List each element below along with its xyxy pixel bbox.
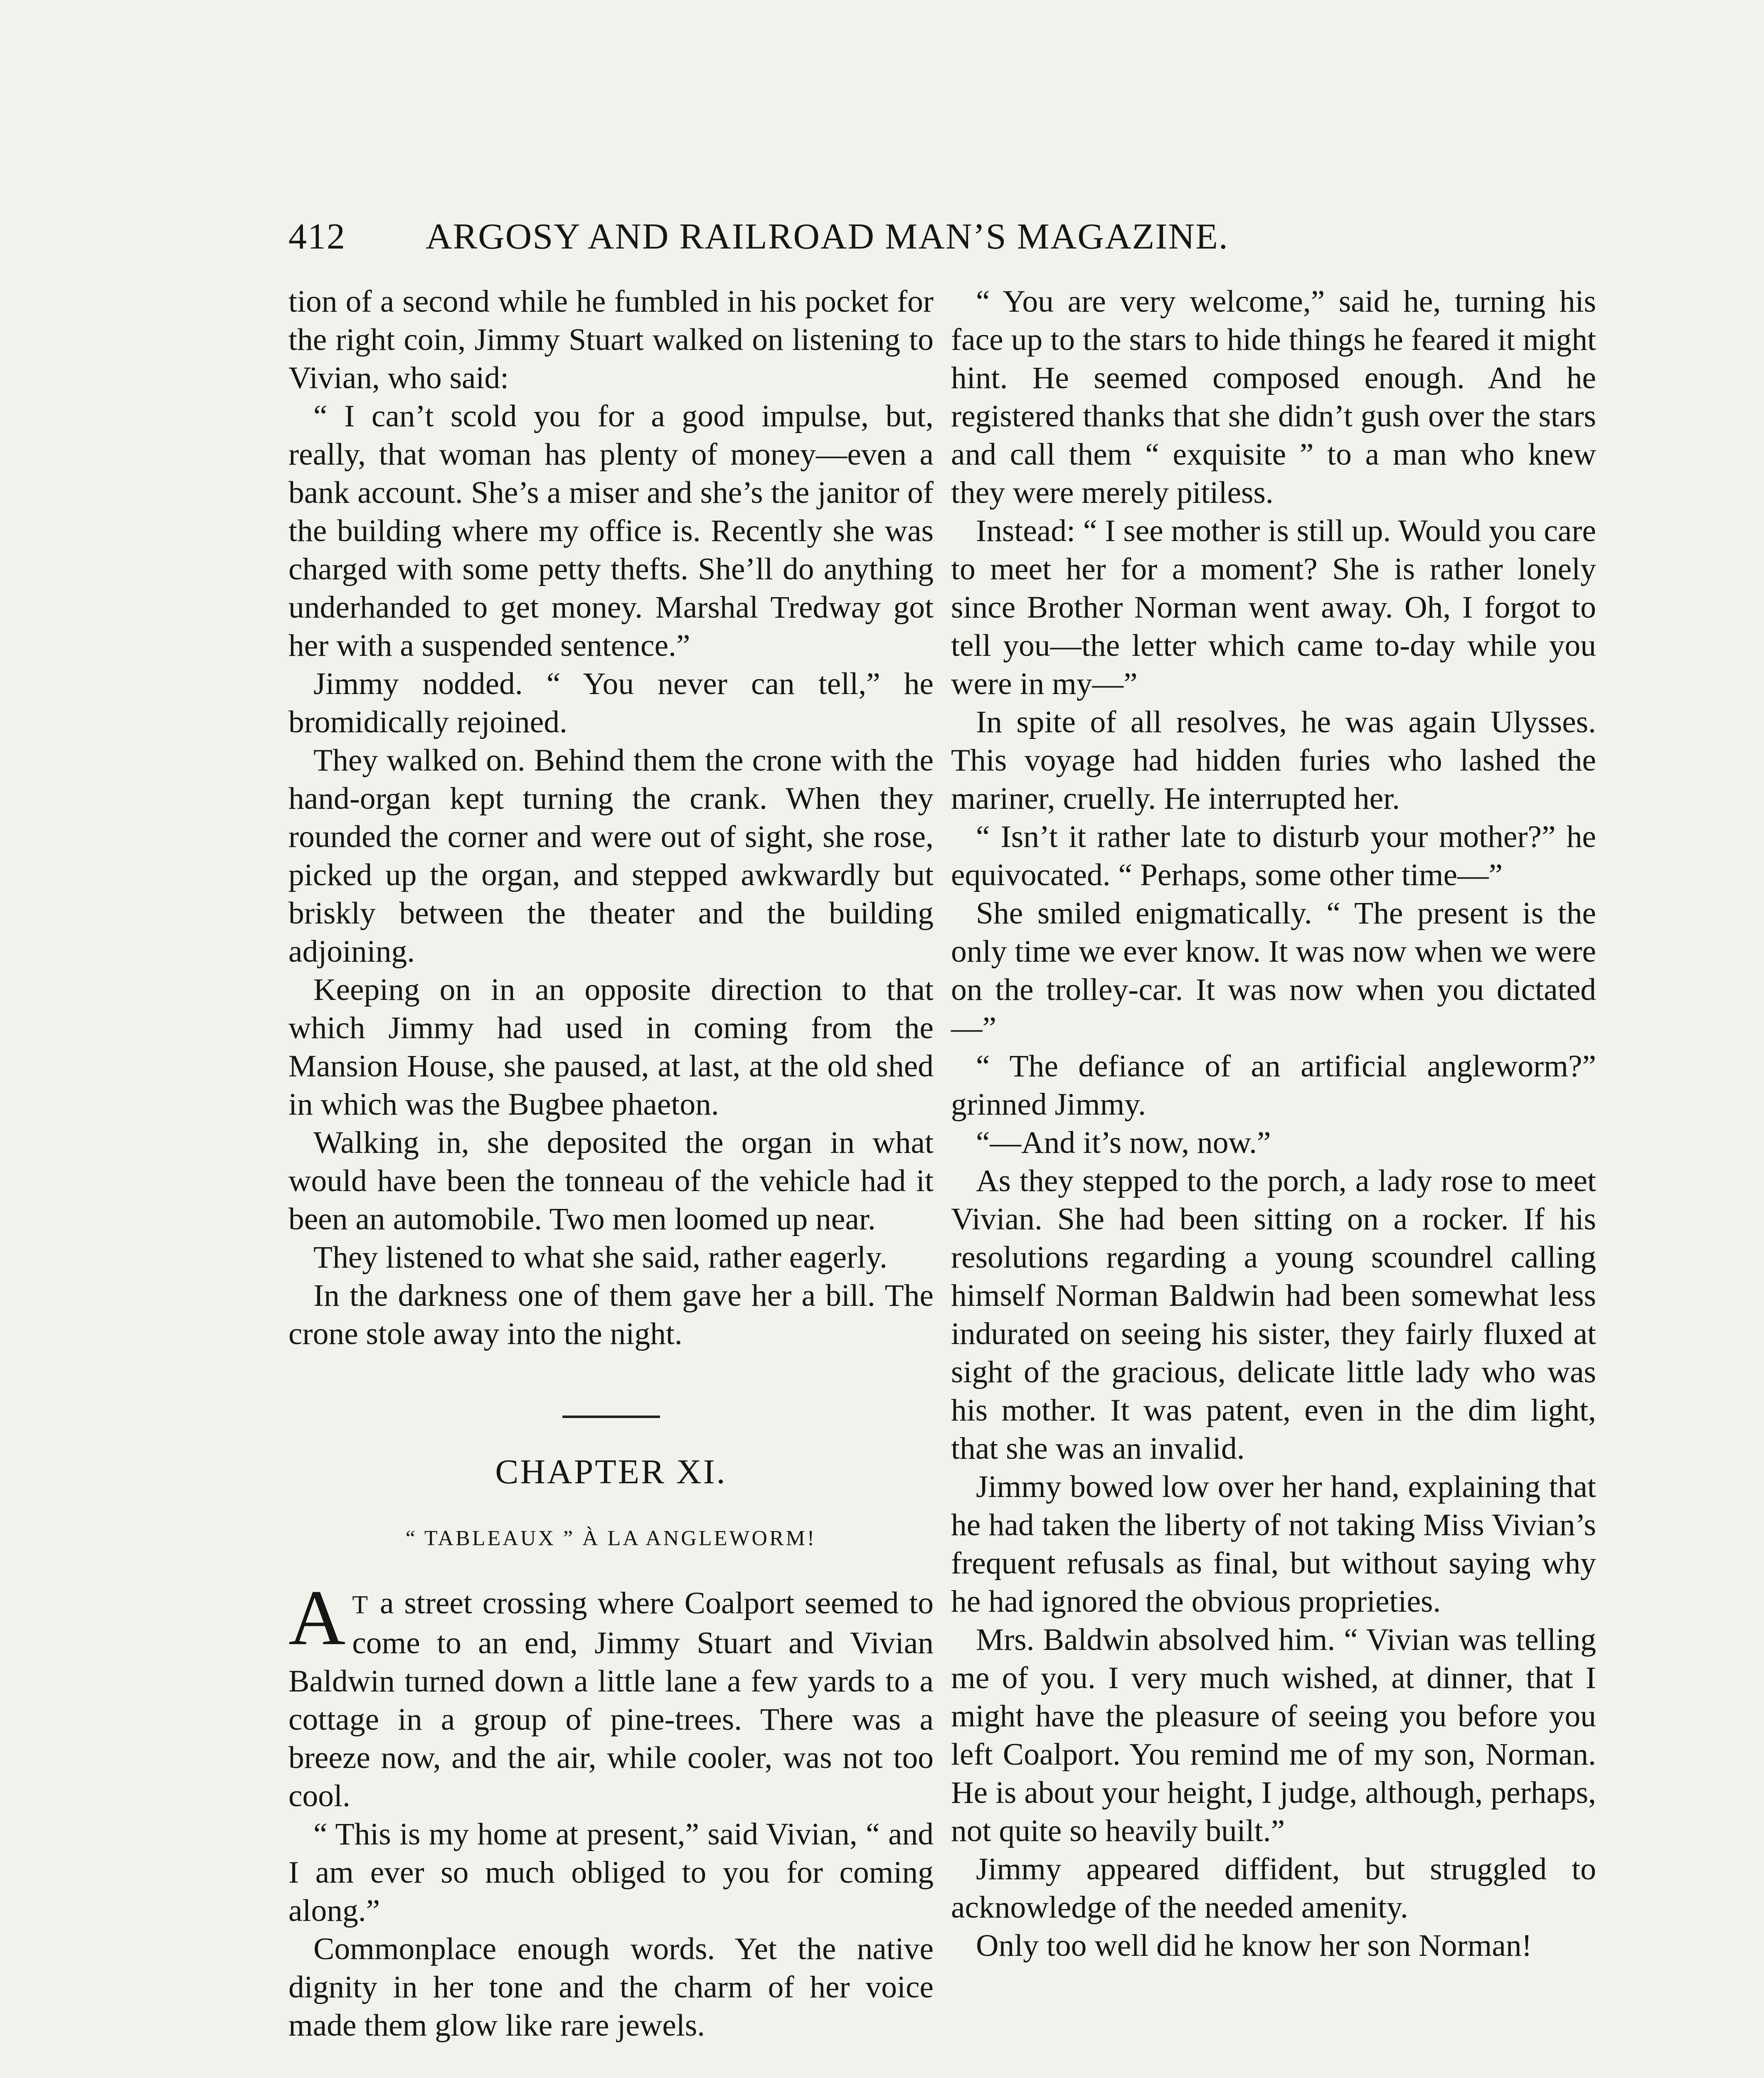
paragraph: Commonplace enough words. Yet the native dignity in her tone and the charm of her voice made them glow like rare jewels. [288, 1932, 934, 2043]
paragraph: Jimmy nodded. “ You never can tell,” he bromidically rejoined. [288, 667, 934, 739]
chapter-opening-paragraph [288, 1574, 934, 1815]
running-head: ARGOSY AND RAILROAD MAN’S MAGAZINE. [426, 217, 1229, 257]
paragraph: She smiled enigmatically. “ The present is the only time we ever know. It was now when we were on the trolley-car. It was now when you dictated—” [951, 896, 1596, 1045]
paragraph: tion of a second while he fumbled in his pocket for the right coin, Jimmy Stuart walked on listening to Vivian, who said: [288, 284, 934, 395]
paragraph: Instead: “ I see mother is still up. Would you care to meet her for a moment? She is rather lonely since Brother Norman went away. Oh, I forgot to tell you—the letter which came to-day while you were in my—” [951, 514, 1596, 701]
paragraph: They listened to what she said, rather eagerly. [313, 1240, 887, 1275]
paragraph: In spite of all resolves, he was again Ulysses. This voyage had hidden furies who lashed the mariner, cruelly. He interrupted her. [951, 705, 1596, 816]
paragraph: Keeping on in an opposite direction to that which Jimmy had used in coming from the Mansion House, she paused, at last, at the old shed in which was the Bugbee phaeton. [288, 973, 934, 1122]
paragraph: “ The defiance of an artificial angleworm?” grinned Jimmy. [951, 1049, 1596, 1122]
paragraph: Jimmy bowed low over her hand, explaining that he had taken the liberty of not taking Miss Vivian’s frequent refusals as final, but without saying why he had ignored the obvious proprieties. [951, 1470, 1596, 1619]
chapter-subtitle: “ TABLEAUX ” À LA ANGLEWORM! [405, 1526, 817, 1550]
paragraph: Only too well did he know her son Norman! [976, 1928, 1532, 1963]
chapter-divider [562, 1416, 660, 1418]
paragraph: Jimmy appeared diffident, but struggled to acknowledge of the needed amenity. [951, 1852, 1596, 1925]
left-column [288, 283, 934, 2045]
paragraph: In the darkness one of them gave her a bill. The crone stole away into the night. [288, 1278, 934, 1351]
drop-cap: A [288, 1574, 346, 1662]
page-number: 412 [288, 217, 346, 257]
page-header [288, 212, 1598, 262]
paragraph: “—And it’s now, now.” [976, 1125, 1271, 1160]
right-column [951, 283, 1596, 1965]
paragraph: Walking in, she deposited the organ in what would have been the tonneau of the vehicle had it been an automobile. Two men loomed up near. [288, 1125, 934, 1236]
paragraph: “ You are very welcome,” said he, turning his face up to the stars to hide things he feared it might hint. He seemed composed enough. And he registered thanks that she didn’t gush over the stars and call them “ exquisite ” to a man who knew they were merely pitiless. [951, 284, 1596, 510]
opening-small-caps: T [352, 1591, 370, 1619]
chapter-title: CHAPTER XI. [495, 1453, 727, 1491]
opening-text: a street crossing where Coalport seemed to come to an end, Jimmy Stuart and Vivian Baldwin turned down a little lane a few yards to a cottage in a group of pine-trees. There was a breeze now, and the air, while cooler, was not too cool. [288, 1586, 934, 1813]
paragraph: They walked on. Behind them the crone with the hand-organ kept turning the crank. When they rounded the corner and were out of sight, she rose, picked up the organ, and stepped awkwardly but briskly between the theater and the building adjoining. [288, 743, 934, 969]
paragraph: “ Isn’t it rather late to disturb your mother?” he equivocated. “ Perhaps, some other time—” [951, 820, 1596, 892]
paragraph: Mrs. Baldwin absolved him. “ Vivian was telling me of you. I very much wished, at dinner, that I might have the pleasure of seeing you before you left Coalport. You remind me of my son, Norman. He is about your height, I judge, although, perhaps, not quite so heavily built.” [951, 1623, 1596, 1848]
paragraph: “ I can’t scold you for a good impulse, but, really, that woman has plenty of money—even a bank account. She’s a miser and she’s the janitor of the building where my office is. Recently she was charged with some petty thefts. She’ll do anything underhanded to get money. Marshal Tredway got her with a suspended sentence.” [288, 399, 934, 663]
paragraph: “ This is my home at present,” said Vivian, “ and I am ever so much obliged to you for coming along.” [288, 1817, 934, 1928]
paragraph: As they stepped to the porch, a lady rose to meet Vivian. She had been sitting on a rocker. If his resolutions regarding a young scoundrel calling himself Norman Baldwin had been somewhat less indurated on seeing his sister, they fairly fluxed at sight of the gracious, delicate little lady who was his mother. It was patent, even in the dim light, that she was an invalid. [951, 1164, 1596, 1466]
